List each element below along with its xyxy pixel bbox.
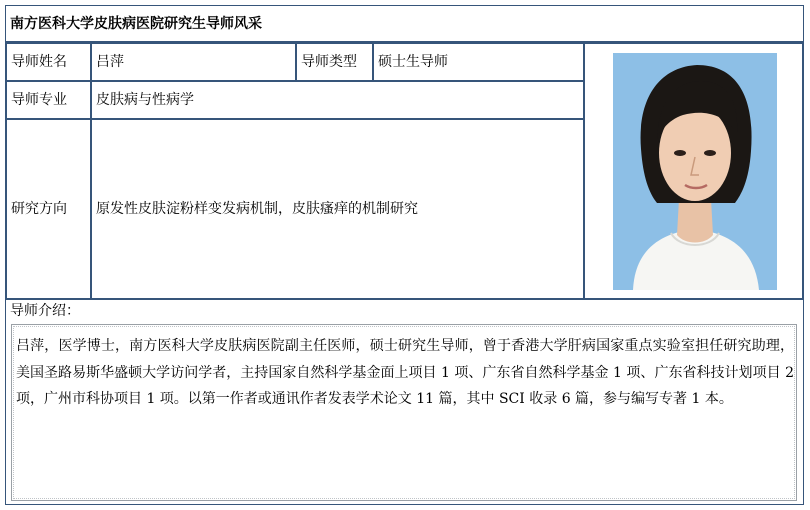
supervisor-photo [613, 53, 777, 290]
name-value: 吕萍 [91, 43, 296, 81]
page-title: 南方医科大学皮肤病医院研究生导师风采 [6, 6, 803, 43]
portrait-image [613, 53, 777, 290]
major-value: 皮肤病与性病学 [91, 81, 584, 119]
major-label: 导师专业 [6, 81, 91, 119]
name-label: 导师姓名 [6, 43, 91, 81]
intro-label: 导师介绍： [6, 299, 803, 321]
intro-box [11, 324, 797, 501]
photo-cell [584, 43, 803, 299]
type-label: 导师类型 [296, 43, 373, 81]
intro-text: 吕萍，医学博士，南方医科大学皮肤病医院副主任医师，硕士研究生导师，曾于香港大学肝病国家重点实验室担任研究助理，美国圣路易斯华盛顿大学访问学者，主持国家自然科学基金面上项目 1 项、广东省自然科学基金 1 项、广东省科技计划项目 2 项，广州市科协项目 1 项。以第一作者或通讯作者发表学术论文 11 篇，其中 SCI 收录 6 篇，参与编写专著 1 本。 [16, 338, 794, 407]
research-value: 原发性皮肤淀粉样变发病机制，皮肤瘙痒的机制研究 [91, 119, 584, 299]
research-label: 研究方向 [6, 119, 91, 299]
type-value: 硕士生导师 [373, 43, 584, 81]
profile-card [5, 5, 804, 505]
